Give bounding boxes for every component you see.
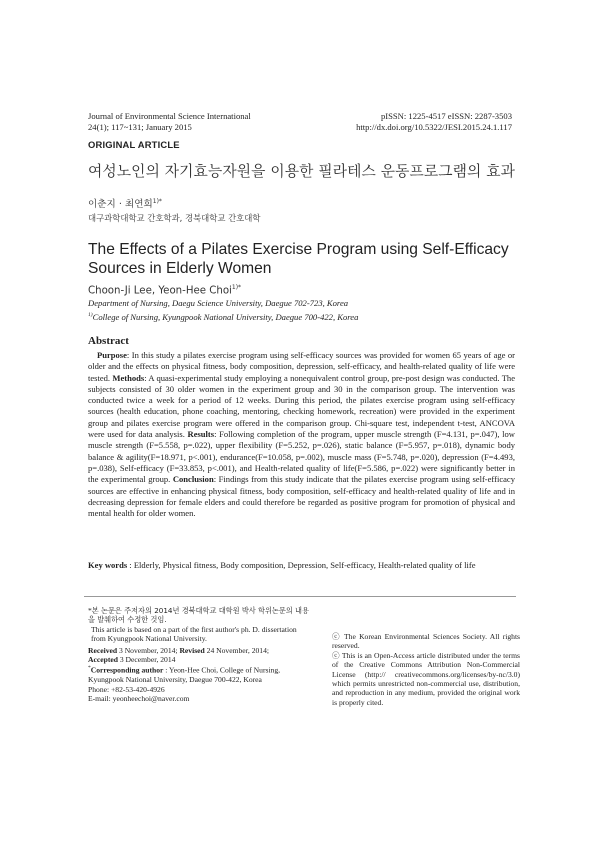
cc-icon: ⓒ: [332, 650, 340, 660]
methods-text: : A quasi-experimental study employing a nonequivalent control group, pre-post design was conducted. The subjects consisted of 30 older women in the experiment group and 30 in the comparison group. The intervention was conducted twice a week for a period of 12 weeks. During this period, the pilates exercise program using self-efficacy sources (health education, phone coaching, mentoring, checking homework, recreation) were provided in the experiment group and pilates exercise program were offered in the comparison group. Chi-square test, independent t-test, ANCOVA were used for data analysis.: [88, 372, 515, 440]
revised-label: Revised: [179, 645, 205, 655]
english-author-sup: 1)*: [231, 284, 242, 291]
results-text: : Following completion of the program, upper muscle strength (F=4.131, p=.047), low muscle strength (F=5.558, p=.022), upper flexibility (F=5.252, p=.026), static balance (F=5.957, p=.018), dynamic body balance & agility(F=18.971, p<.001), endurance(F=10.058, p=.002), muscle mass (F=5.748, p=.020), depression (F=4.493, p=.038), Self-efficacy (F=33.853, p<.001), and Health-related quality of life(F=5.586, p=.022) were significantly better in the experimental group.: [88, 429, 515, 485]
affiliation-1: Department of Nursing, Daegu Science University, Daegue 702-723, Korea: [88, 298, 349, 308]
received-label: Received: [88, 645, 118, 655]
journal-name: Journal of Environmental Science International: [88, 111, 251, 121]
abstract-heading: Abstract: [88, 335, 129, 347]
affiliation-2: [88, 310, 358, 323]
purpose-text: : In this study a pilates exercise program using self-efficacy sources was provided for women 65 years of age or older and the effects on physical fitness, body composition, depression, self-efficacy, and health-related quality of life were tested.: [88, 350, 515, 383]
korean-author-names: 이춘지 · 최연희: [88, 199, 153, 210]
english-title: The Effects of a Pilates Exercise Program using Self-Efficacy Sources in Elderly Women: [88, 241, 509, 277]
results-label: Results: [187, 429, 215, 440]
footnotes-left: [88, 606, 313, 704]
korean-affiliation: 대구과학대학교 간호학과, 경북대학교 간호대학: [88, 213, 261, 223]
conclusion-label: Conclusion: [172, 474, 214, 485]
corr-text: : Yeon-Hee Choi, College of Nursing, Kyungpook National University, Daegue 700-422, Korea: [88, 665, 281, 685]
license-text: This is an Open-Access article distributed under the terms of the Creative Commons Attribution Non-Commercial License (http:// creativecommons.org/licenses/by-nc/3.0) which permits unrestricted non-commercial use, distribution, and reproduction in any medium, provided the original work is properly cited.: [332, 650, 520, 707]
dates-line-1: [88, 646, 313, 655]
footnote-divider: [84, 596, 516, 597]
journal-citation: [88, 111, 251, 133]
methods-label: Methods: [112, 372, 145, 383]
accepted-label: Accepted: [88, 655, 118, 665]
english-author-names: Choon-Ji Lee, Yeon-Hee Choi: [88, 285, 232, 297]
corr-label: Corresponding author: [90, 665, 164, 675]
dissertation-note-ko: [88, 606, 313, 625]
revised-date: 24 November, 2014;: [204, 645, 269, 655]
affiliation-2-text: College of Nursing, Kyungpook National University, Daegue 700-422, Korea: [92, 311, 359, 322]
corresponding-author: [88, 664, 313, 684]
copyright-notice: [332, 632, 520, 651]
footnotes-right: [332, 632, 520, 707]
issn: pISSN: 1225-4517 eISSN: 2287-3503: [380, 111, 512, 121]
korean-authors: [88, 196, 162, 210]
license-notice: [332, 651, 520, 707]
dissertation-note-en: This article is based on a part of the first author's ph. D. dissertation from Kyungpook National University.: [91, 624, 297, 644]
keywords-text: : Elderly, Physical fitness, Body composition, Depression, Self-efficacy, Health-related quality of life: [127, 560, 476, 570]
conclusion-text: : Findings from this study indicate that the pilates exercise program using self-efficacy sources are effective in enhancing physical fitness, body composition, self-efficacy and health-related quality of life and in decreasing depression for female elders and could therefore be regarded as positive program for promotion of physical and mental health for older women.: [88, 474, 516, 519]
english-affiliations: [88, 298, 358, 323]
accepted-date: 3 December, 2014: [117, 655, 176, 665]
purpose-label: Purpose: [97, 350, 127, 360]
korean-author-sup: 1)*: [152, 197, 162, 205]
corr-mark: *: [88, 665, 91, 672]
copyright-text: The Korean Environmental Sciences Society. All rights reserved.: [332, 632, 521, 651]
doi-link[interactable]: http://dx.doi.org/10.5322/JESI.2015.24.1.117: [356, 122, 512, 132]
journal-identifiers: [356, 111, 512, 133]
english-authors: [88, 284, 241, 296]
email[interactable]: E-mail: yeonheechoi@naver.com: [88, 694, 190, 704]
journal-volume: 24(1); 117~131; January 2015: [88, 122, 192, 132]
note-ko-mark: *: [88, 606, 92, 615]
note-ko-text: 본 논문은 주저자의 2014년 경북대학교 대학원 박사 학위논문의 내용을 발췌하여 수정한 것임.: [88, 606, 309, 625]
abstract-body: [88, 350, 515, 519]
keywords-label: Key words: [88, 560, 128, 570]
affiliation-2-sup: 1): [88, 311, 93, 318]
received-date: 3 November, 2014;: [117, 645, 180, 655]
korean-title: 여성노인의 자기효능자원을 이용한 필라테스 운동프로그램의 효과: [88, 163, 516, 180]
article-type-label: ORIGINAL ARTICLE: [88, 139, 180, 150]
keywords: [88, 560, 518, 571]
dates-line-2: [88, 655, 313, 664]
phone: Phone: +82-53-420-4926: [88, 684, 165, 694]
copyright-icon: ⓒ: [332, 632, 341, 641]
